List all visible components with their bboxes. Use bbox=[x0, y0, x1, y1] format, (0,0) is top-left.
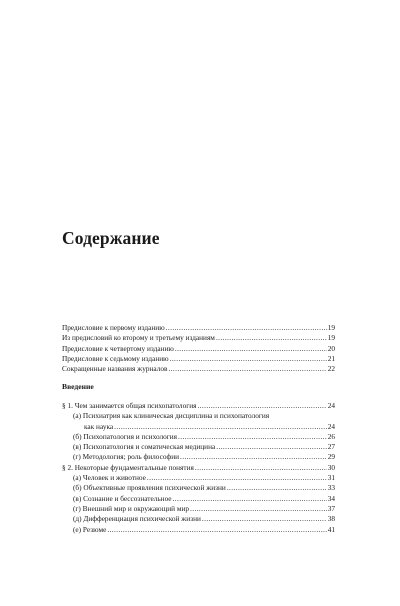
toc-subentry-label: (а) Человек и животное bbox=[73, 473, 146, 483]
leader-dots bbox=[227, 483, 327, 493]
page-title: Содержание bbox=[62, 228, 160, 248]
toc-section-label: § 1. Чем занимается общая психопатология bbox=[62, 401, 197, 410]
toc-subentry bbox=[62, 432, 335, 442]
section-heading-intro: Введение bbox=[62, 382, 94, 391]
toc-subentry-page: 27 bbox=[327, 442, 335, 452]
leader-dots bbox=[216, 442, 326, 452]
toc-subentry-page: 31 bbox=[327, 473, 335, 483]
toc-entry bbox=[62, 333, 335, 343]
toc-subentry bbox=[62, 452, 335, 462]
toc-subentry-label: (г) Методология; роль философии bbox=[73, 452, 180, 462]
toc-entry-label: Предисловие к первому изданию bbox=[62, 323, 165, 332]
leader-dots bbox=[114, 422, 327, 432]
toc-subentry bbox=[62, 483, 335, 493]
toc-section bbox=[62, 463, 335, 473]
toc-subentry-label: (д) Дифференциация психической жизни bbox=[73, 514, 201, 524]
toc-subentry-label: (е) Резюме bbox=[73, 524, 107, 534]
toc-subentry bbox=[62, 494, 335, 504]
toc-entry-page: 19 bbox=[327, 333, 335, 343]
toc-subentry-label: (в) Сознание и бессознательное bbox=[73, 493, 172, 503]
toc-subentry-line bbox=[73, 422, 335, 432]
toc-entry-page: 22 bbox=[327, 364, 335, 374]
toc-subentry bbox=[62, 514, 335, 524]
prefaces-list bbox=[62, 323, 335, 374]
toc-subentry-label: (г) Внешний мир и окружающий мир bbox=[73, 503, 190, 513]
toc-entry-page: 20 bbox=[327, 343, 335, 353]
toc-subentry-label: (в) Психопатология и соматическая медицина bbox=[73, 442, 216, 452]
toc-entry-label: Предисловие к седьмому изданию bbox=[62, 353, 169, 363]
toc-section bbox=[62, 401, 335, 411]
toc-subentry-page: 24 bbox=[327, 421, 335, 431]
leader-dots bbox=[195, 463, 327, 473]
intro-list bbox=[62, 401, 335, 535]
toc-entry-page: 21 bbox=[327, 353, 335, 363]
toc-subentry-page: 41 bbox=[327, 524, 335, 534]
leader-dots bbox=[216, 333, 327, 343]
leader-dots bbox=[190, 504, 327, 514]
toc-section-page: 24 bbox=[327, 401, 335, 410]
leader-dots bbox=[166, 323, 327, 333]
toc-entry-page: 19 bbox=[327, 323, 335, 332]
toc-subentry bbox=[62, 504, 335, 514]
leader-dots bbox=[107, 525, 326, 535]
toc-subentry bbox=[62, 473, 335, 483]
toc-subentry-page: 37 bbox=[327, 503, 335, 513]
toc-subentry-page: 34 bbox=[327, 493, 335, 503]
toc-subentry bbox=[62, 525, 335, 535]
leader-dots bbox=[175, 344, 327, 354]
toc-entry bbox=[62, 354, 335, 364]
toc-subentry-label: (б) Объективные проявления психической жизни bbox=[73, 483, 226, 493]
leader-dots bbox=[178, 432, 327, 442]
leader-dots bbox=[147, 473, 327, 483]
toc-subentry-label: (а) Психиатрия как клиническая дисциплина и психопатология bbox=[73, 411, 270, 421]
leader-dots bbox=[202, 514, 327, 524]
toc-subentry-page: 29 bbox=[327, 452, 335, 462]
toc-subentry-page: 38 bbox=[327, 514, 335, 524]
toc-entry bbox=[62, 323, 335, 333]
leader-dots bbox=[180, 452, 327, 462]
toc-subentry-label: (б) Психопатология и психология bbox=[73, 431, 178, 441]
toc-entry bbox=[62, 344, 335, 354]
toc-subentry-page: 33 bbox=[327, 483, 335, 493]
leader-dots bbox=[170, 354, 327, 364]
leader-dots bbox=[168, 364, 326, 374]
toc-subentry-page: 26 bbox=[327, 431, 335, 441]
toc-entry bbox=[62, 364, 335, 374]
toc-section-label: § 2. Некоторые фундаментальные понятия bbox=[62, 462, 194, 472]
toc-entry-label: Из предисловий ко второму и третьему изданиям bbox=[62, 333, 215, 343]
toc-subentry-line bbox=[73, 411, 335, 421]
toc-entry-label: Предисловие к четвертому изданию bbox=[62, 343, 174, 353]
leader-dots bbox=[197, 401, 326, 411]
toc-section-page: 30 bbox=[327, 462, 335, 472]
toc-subentry-label-cont: как наука bbox=[84, 421, 114, 431]
toc-subentry-multiline bbox=[62, 411, 335, 432]
toc-subentry bbox=[62, 442, 335, 452]
toc-entry-label: Сокращенные названия журналов bbox=[62, 364, 168, 374]
leader-dots bbox=[173, 494, 327, 504]
